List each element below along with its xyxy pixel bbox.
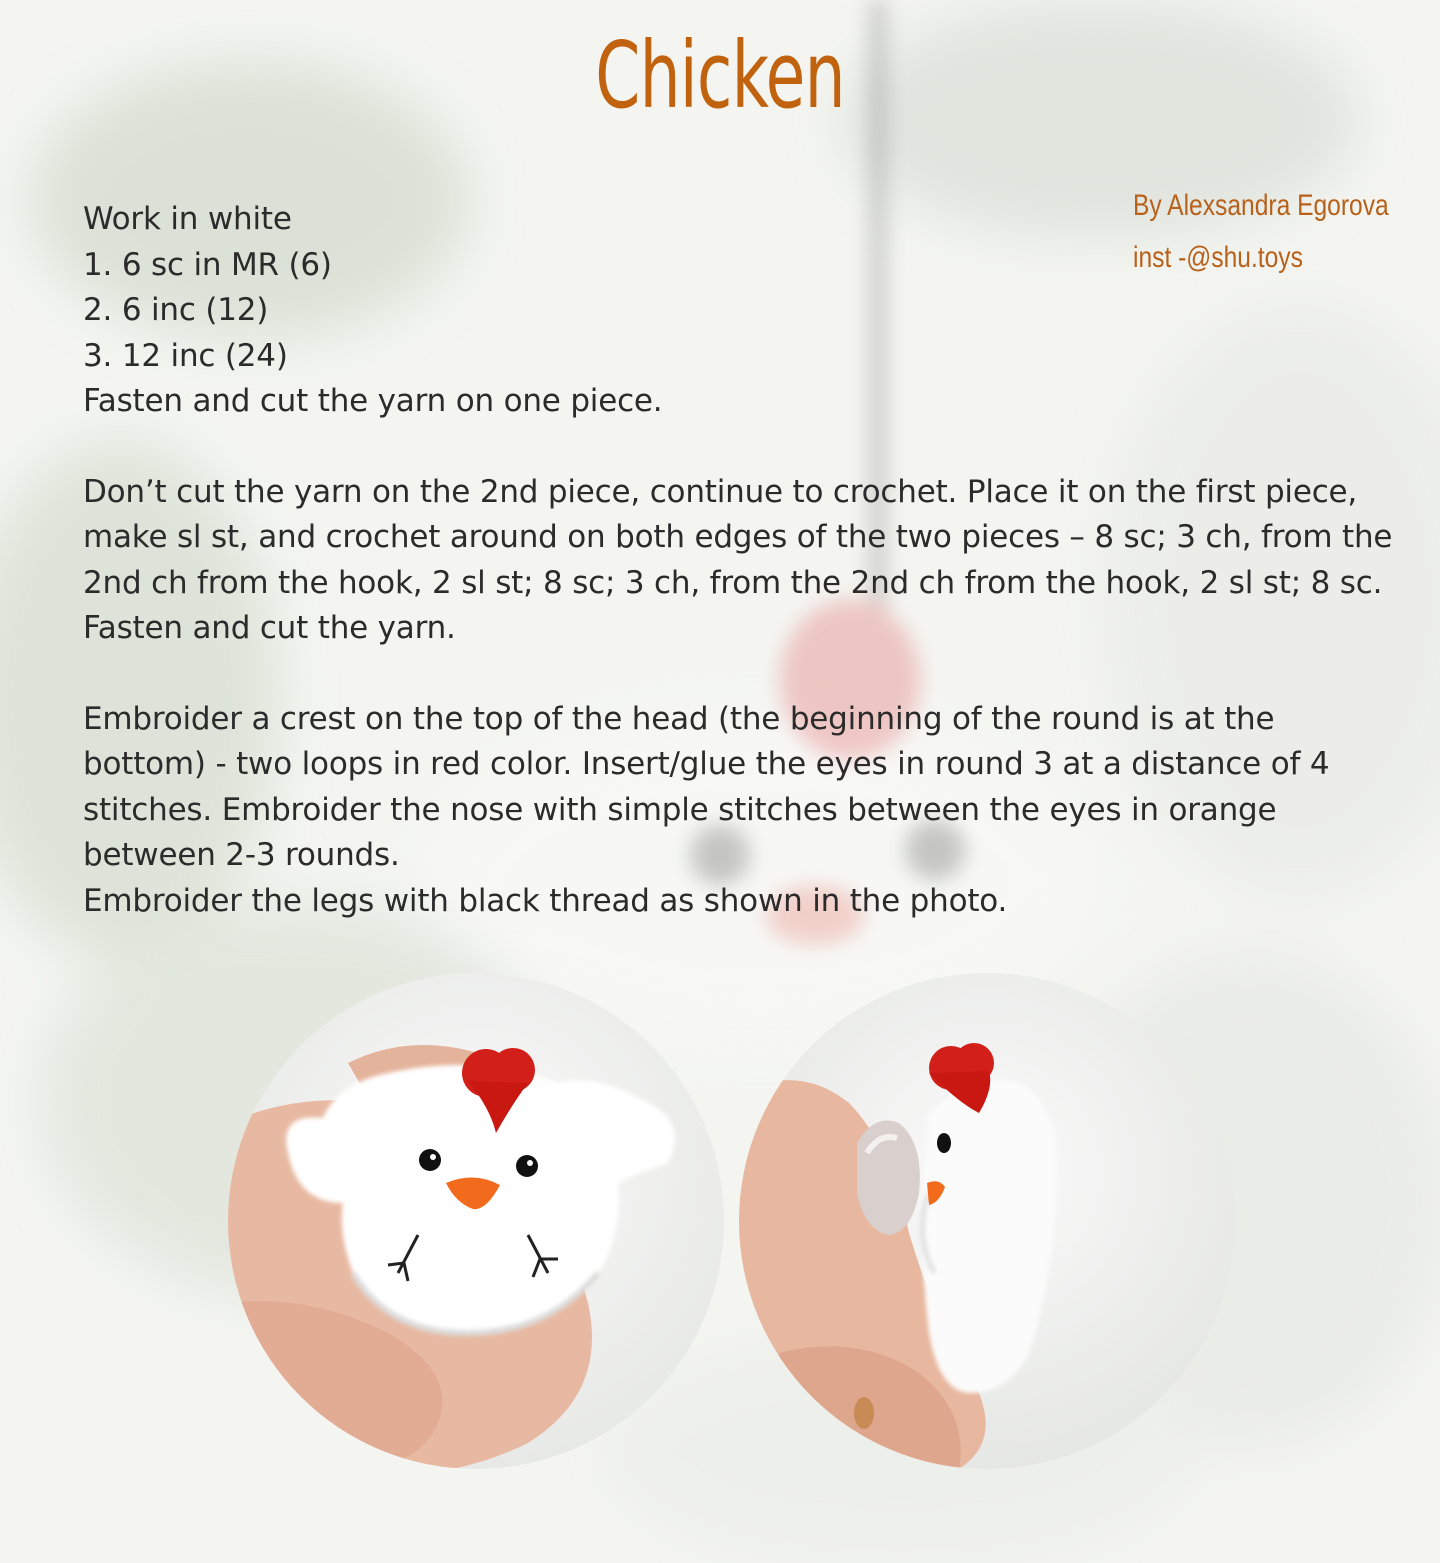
chicken-front-photo bbox=[228, 973, 724, 1469]
round-1: 1. 6 sc in MR (6) bbox=[83, 246, 332, 283]
finishing-line: Embroider a crest on the top of the head (the beginning of the round is at the bbox=[83, 700, 1275, 737]
round-3: 3. 12 inc (24) bbox=[83, 337, 288, 374]
finishing-line: bottom) - two loops in red color. Insert/glue the eyes in round 3 at a distance of 4 bbox=[83, 746, 1330, 782]
page-title: Chicken bbox=[595, 22, 845, 129]
finishing-line: stitches. Embroider the nose with simple stitches between the eyes in orange bbox=[83, 791, 1277, 828]
round-2: 2. 6 inc (12) bbox=[83, 292, 269, 328]
instagram-handle: inst -@shu.toys bbox=[1133, 241, 1303, 274]
author-name: By Alexsandra Egorova bbox=[1133, 189, 1389, 222]
joining-line: Fasten and cut the yarn. bbox=[83, 610, 456, 646]
fasten-line: Fasten and cut the yarn on one piece. bbox=[83, 383, 663, 419]
finishing-line: between 2-3 rounds. bbox=[83, 837, 400, 873]
joining-line: Don’t cut the yarn on the 2nd piece, continue to crochet. Place it on the first piece, bbox=[83, 473, 1358, 510]
joining-line: 2nd ch from the hook, 2 sl st; 8 sc; 3 ch, from the 2nd ch from the hook, 2 sl st; 8 sc. bbox=[83, 564, 1383, 601]
finishing-line: Embroider the legs with black thread as shown in the photo. bbox=[83, 882, 1008, 919]
chicken-side-photo bbox=[739, 973, 1235, 1469]
pattern-instructions bbox=[83, 197, 1440, 924]
joining-line: make sl st, and crochet around on both edges of the two pieces – 8 sc; 3 ch, from the bbox=[83, 519, 1393, 555]
intro-line: Work in white bbox=[83, 201, 292, 237]
